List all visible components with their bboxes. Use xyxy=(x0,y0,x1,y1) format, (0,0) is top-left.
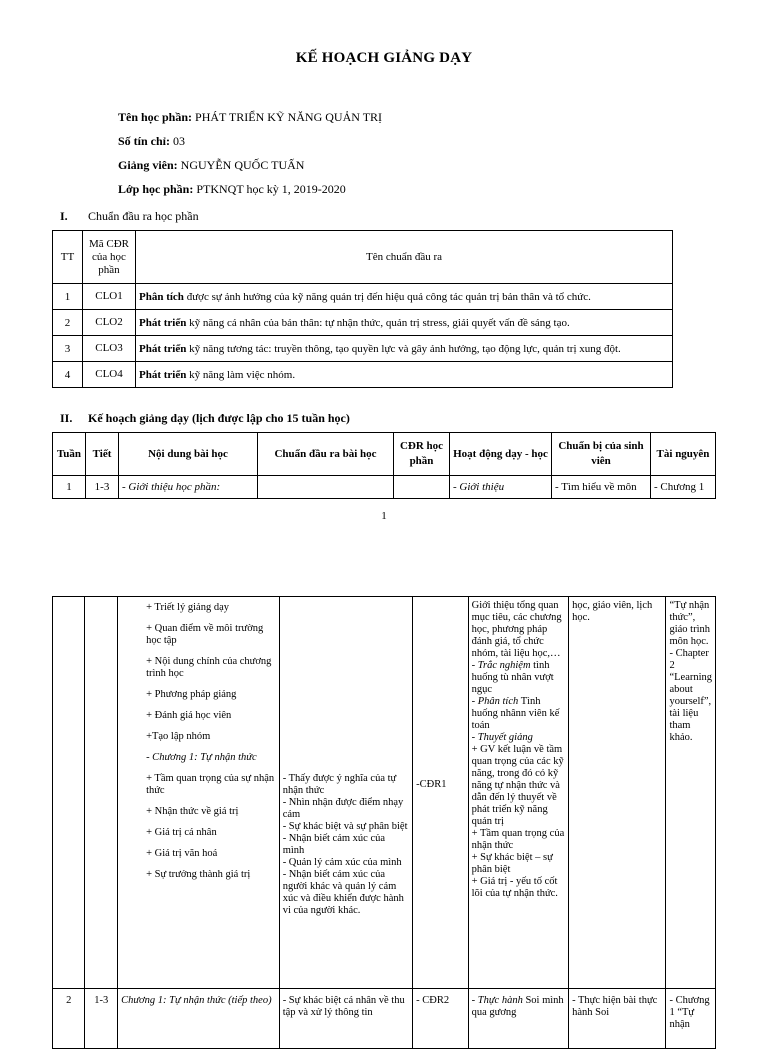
info-value: 03 xyxy=(173,134,186,148)
cell-tt: 1 xyxy=(53,284,83,310)
activity-text: Soi mình qua gương xyxy=(471,995,564,1018)
cell-clo: - Thấy được ý nghĩa của tự nhận thức - Nhìn nhận được điểm nhạy cảm - Sự khác biệt và sự phân biệt - Nhận biết cảm xúc của mình - Quản lý cảm xúc của mình - Nhận biết cảm xúc của người khác và quản lý cảm xúc và điều khiển được hành vi của người khác. xyxy=(279,597,412,989)
section-heading-1 xyxy=(60,209,199,224)
cell-clo xyxy=(258,476,394,499)
activity-label: - Thuyết giảng xyxy=(471,732,533,743)
header-cell: Tên chuẩn đầu ra xyxy=(136,231,673,284)
info-value: PTKNQT học kỳ 1, 2019-2020 xyxy=(196,182,346,196)
header-cell: CĐR học phần xyxy=(394,433,450,476)
cell-resource: “Tự nhận thức”, giáo trình môn học. - Chapter 2 “Learning about yourself”, tài liệu tham khảo. xyxy=(666,597,716,989)
cell-week xyxy=(53,597,85,989)
cell-activity xyxy=(468,989,568,1049)
info-lecturer xyxy=(118,158,304,173)
cell-tt: 3 xyxy=(53,336,83,362)
list-item: + Giá trị cá nhân xyxy=(146,827,217,838)
cell-tt: 2 xyxy=(53,310,83,336)
cell-activity xyxy=(468,597,568,989)
cell-resource: - Chương 1 “Tự nhận xyxy=(666,989,716,1049)
list-item: + Đánh giá học viên xyxy=(146,710,232,721)
document-title: KẾ HOẠCH GIẢNG DẠY xyxy=(295,50,473,66)
cell-code: CLO2 xyxy=(83,310,136,336)
table-header-row xyxy=(53,231,673,284)
activity-label: - Trắc nghiệm xyxy=(471,660,531,671)
cell-week: 2 xyxy=(53,989,85,1049)
outcome-text: được sự ảnh hưởng của kỹ năng quản trị đến hiệu quả công tác quản trị bản thân và tổ chức. xyxy=(183,290,591,303)
list-item: + Quan điểm về môi trường học tập xyxy=(146,623,264,646)
header-cell: Mã CĐR của học phần xyxy=(83,231,136,284)
section-heading-2 xyxy=(60,411,350,426)
header-cell: Tài nguyên xyxy=(651,433,716,476)
activity-label: - Phân tích xyxy=(471,696,519,707)
cell-outcome xyxy=(136,362,673,388)
cell-prep: - Thực hiện bài thực hành Soi xyxy=(569,989,666,1049)
outcome-text: kỹ năng làm việc nhóm. xyxy=(186,368,296,381)
table-row xyxy=(53,336,673,362)
header-cell: Chuẩn bị của sinh viên xyxy=(552,433,651,476)
list-item: +Tạo lập nhóm xyxy=(146,731,211,742)
info-course xyxy=(118,110,382,125)
cell-outcome xyxy=(136,336,673,362)
cell-content xyxy=(118,597,280,989)
list-item: + Nội dung chính của chương trình học xyxy=(146,656,272,679)
list-item: + Phương pháp giảng xyxy=(146,689,237,700)
list-item: + Nhận thức về giá trị xyxy=(146,806,239,817)
teaching-plan-continued-table xyxy=(52,596,716,1049)
header-cell: TT xyxy=(53,231,83,284)
info-credits xyxy=(118,134,185,149)
list-item: + Triết lý giảng dạy xyxy=(146,602,229,613)
cell-code: CLO3 xyxy=(83,336,136,362)
table-row xyxy=(53,597,716,989)
section-number: II. xyxy=(60,411,73,425)
cell-week: 1 xyxy=(53,476,86,499)
cell-period: 1-3 xyxy=(85,989,118,1049)
learning-outcomes-table xyxy=(52,230,673,388)
list-item: - Chương 1: Tự nhận thức xyxy=(146,752,257,763)
cell-content: - Giới thiệu học phần: xyxy=(119,476,258,499)
section-title: Chuẩn đầu ra học phần xyxy=(88,209,199,223)
outcome-verb: Phát triển xyxy=(139,342,187,355)
outcome-text: kỹ năng tương tác: truyền thông, tạo quyền lực và gây ảnh hưởng, tạo động lực, quản trị xung đột. xyxy=(186,342,621,355)
cell-clo: - Sự khác biệt cá nhân về thu tập và xử lý thông tin xyxy=(279,989,412,1049)
cell-activity: - Giới thiệu xyxy=(450,476,552,499)
info-value: PHÁT TRIỂN KỸ NĂNG QUẢN TRỊ xyxy=(195,110,383,124)
cell-content: Chương 1: Tự nhận thức (tiếp theo) xyxy=(118,989,280,1049)
outcome-verb: Phân tích xyxy=(139,290,184,303)
activity-text: tình huống tù nhân vượt ngục xyxy=(471,660,554,695)
cell-resource: - Chương 1 xyxy=(651,476,716,499)
table-row xyxy=(53,362,673,388)
info-label: Giảng viên: xyxy=(118,158,178,172)
table-header-row xyxy=(53,433,716,476)
outcome-verb: Phát triển xyxy=(139,316,187,329)
header-cell: Hoạt động dạy - học xyxy=(450,433,552,476)
header-cell: Nội dung bài học xyxy=(119,433,258,476)
header-cell: Chuẩn đầu ra bài học xyxy=(258,433,394,476)
cell-cdr: -CĐR1 xyxy=(413,597,468,989)
cell-code: CLO1 xyxy=(83,284,136,310)
header-cell: Tiết xyxy=(86,433,119,476)
info-label: Lớp học phần: xyxy=(118,182,194,196)
content-list xyxy=(146,602,276,881)
activity-details: + GV kết luận về tầm quan trọng của các kỹ năng, trong đó có kỹ năng tự nhận thức và dẫn đến lý thuyết về phát triển kỹ năng quản trị + Tầm quan trọng của nhận thức + Sự khác biệt – sự phân biệt + Giá trị - yếu tố cốt lõi của tự nhận thức. xyxy=(471,744,565,899)
info-value: NGUYỄN QUỐC TUẤN xyxy=(180,158,305,172)
table-row xyxy=(53,310,673,336)
outcome-verb: Phát triển xyxy=(139,368,187,381)
header-cell: Tuần xyxy=(53,433,86,476)
cell-period xyxy=(85,597,118,989)
info-class xyxy=(118,182,346,197)
cell-period: 1-3 xyxy=(86,476,119,499)
cell-code: CLO4 xyxy=(83,362,136,388)
cell-tt: 4 xyxy=(53,362,83,388)
activity-text: Tình huống nhânn viên kế toán xyxy=(471,696,560,731)
cell-outcome xyxy=(136,310,673,336)
list-item: + Sự trưởng thành giá trị xyxy=(146,869,251,880)
table-row xyxy=(53,989,716,1049)
table-row xyxy=(53,476,716,499)
list-item: + Tầm quan trọng của sự nhận thức xyxy=(146,773,275,796)
activity-label: - Thực hành xyxy=(471,995,523,1006)
cell-cdr xyxy=(394,476,450,499)
cell-prep: học, giáo viên, lịch học. xyxy=(569,597,666,989)
teaching-plan-table xyxy=(52,432,716,499)
outcome-text: kỹ năng cá nhân của bản thân: tự nhận thức, quản trị stress, giải quyết vấn đề sáng tạo. xyxy=(186,316,570,329)
table-row xyxy=(53,284,673,310)
section-title: Kế hoạch giảng dạy (lịch được lập cho 15 tuần học) xyxy=(88,411,350,425)
page-number: 1 xyxy=(381,510,387,522)
section-number: I. xyxy=(60,209,68,223)
cell-outcome xyxy=(136,284,673,310)
info-label: Số tín chỉ: xyxy=(118,134,171,148)
list-item: + Giá trị văn hoá xyxy=(146,848,218,859)
activity-intro: Giới thiệu tổng quan mục tiêu, các chương học, phương pháp đánh giá, tổ chức nhóm, tài liệu học,… xyxy=(471,600,562,659)
cell-cdr: - CĐR2 xyxy=(413,989,468,1049)
info-label: Tên học phần: xyxy=(118,110,193,124)
cell-prep: - Tìm hiểu về môn xyxy=(552,476,651,499)
